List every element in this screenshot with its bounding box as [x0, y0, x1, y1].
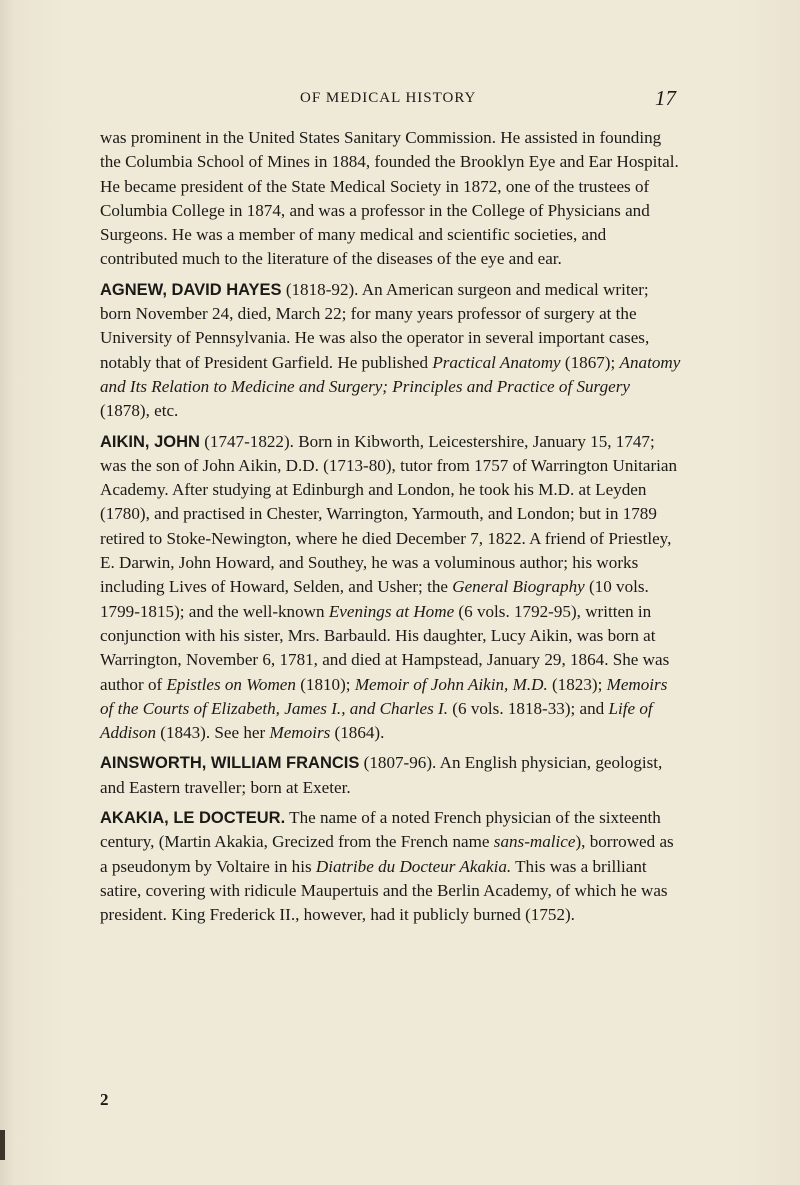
entry-headword: AGNEW, DAVID HAYES: [100, 280, 282, 299]
book-title: Anatomy and Its Relation to Medicine and Surgery; Principles and Practice of Surgery: [100, 352, 681, 396]
entry-text: (1823);: [547, 674, 607, 694]
entry-text: (1810);: [295, 674, 355, 694]
page-edge-shadow: [0, 0, 14, 1185]
page-header: [0, 86, 800, 116]
book-title: Memoirs: [269, 723, 331, 743]
book-title: Life of Addison: [100, 698, 653, 743]
entry-agnew: [100, 278, 682, 424]
page-number: 17: [655, 86, 676, 110]
book-title: sans-malice: [493, 832, 576, 852]
book-title: Memoirs of the Courts of Elizabeth, James I., and Charles I.: [100, 674, 668, 718]
entry-ainsworth: [100, 751, 682, 800]
entry-text: (1867);: [560, 352, 620, 372]
entry-text: (1807-96). An English physician, geologist, and Eastern traveller; born at Exeter.: [100, 753, 663, 797]
entry-text: ), borrowed as a pseudonym by Voltaire in his: [100, 832, 674, 876]
entry-text: (1843). See her: [156, 723, 270, 743]
entry-text: This was a brilliant satire, covering with ridicule Maupertuis and the Berlin Academy, of which he was president. King Frederick II., however, had it publicly burned (1752).: [100, 856, 668, 925]
book-title: Epistles on Women: [166, 674, 296, 694]
entry-aikin: [100, 430, 682, 746]
book-title: General Biography: [452, 577, 585, 597]
entry-text: (1747-1822). Born in Kibworth, Leicestershire, January 15, 1747; was the son of John Aikin, D.D. (1713-80), tutor from 1757 of Warrington Unitarian Academy. After studying at Edinburgh and London, he took his M.D. at Leyden (1780), and practised in Chester, Warrington, Yarmouth, and London; but in 1789 retired to Stoke-Newington, where he died December 7, 1822. A friend of Priestley, E. Darwin, John Howard, and Southey, he was a voluminous author; his works including Lives of Howard, Selden, and Usher; the: [100, 431, 678, 597]
book-title: Diatribe du Docteur Akakia.: [315, 856, 512, 876]
entry-text: (10 vols. 1799-1815); and the well-known: [100, 577, 649, 621]
running-head: OF MEDICAL HISTORY: [300, 90, 477, 106]
continuation-paragraph: was prominent in the United States Sanitary Commission. He assisted in founding the Columbia School of Mines in 1884, founded the Brooklyn Eye and Ear Hospital. He became president of the State Medical Society in 1872, one of the trustees of Columbia College in 1874, and was a professor in the College of Physicians and Surgeons. He was a member of many medical and scientific societies, and contributed much to the literature of the diseases of the eye and ear.: [100, 128, 679, 269]
page-body: [100, 126, 682, 934]
entry-text: (1864).: [330, 723, 385, 743]
entry-text: (1878), etc.: [100, 401, 179, 421]
book-title: Evenings at Home: [328, 601, 455, 621]
entry-text: (1818-92). An American surgeon and medical writer; born November 24, died, March 22; for many years professor of surgery at the University of Pennsylvania. He was also the operator in several important cases, notably that of President Garfield. He published: [100, 279, 650, 372]
book-title: Memoir of John Aikin, M.D.: [354, 674, 548, 694]
signature-mark: 2: [100, 1090, 109, 1109]
entry-akakia: [100, 806, 682, 927]
page-edge-mark: [0, 1130, 5, 1160]
entry-headword: AIKIN, JOHN: [100, 432, 200, 451]
book-title: Practical Anatomy: [432, 352, 561, 372]
entry-text: (6 vols. 1792-95), written in conjunction with his sister, Mrs. Barbauld. His daughter, Lucy Aikin, was born at Warrington, November 6, 1781, and died at Hampstead, January 29, 1864. She was author of: [100, 601, 670, 694]
entry-headword: AKAKIA, LE DOCTEUR.: [100, 809, 286, 828]
entry-headword: AINSWORTH, WILLIAM FRANCIS: [100, 754, 360, 773]
entry-text: The name of a noted French physician of the sixteenth century, (Martin Akakia, Grecized from the French name: [100, 808, 661, 852]
entry-text: (6 vols. 1818-33); and: [448, 698, 609, 718]
